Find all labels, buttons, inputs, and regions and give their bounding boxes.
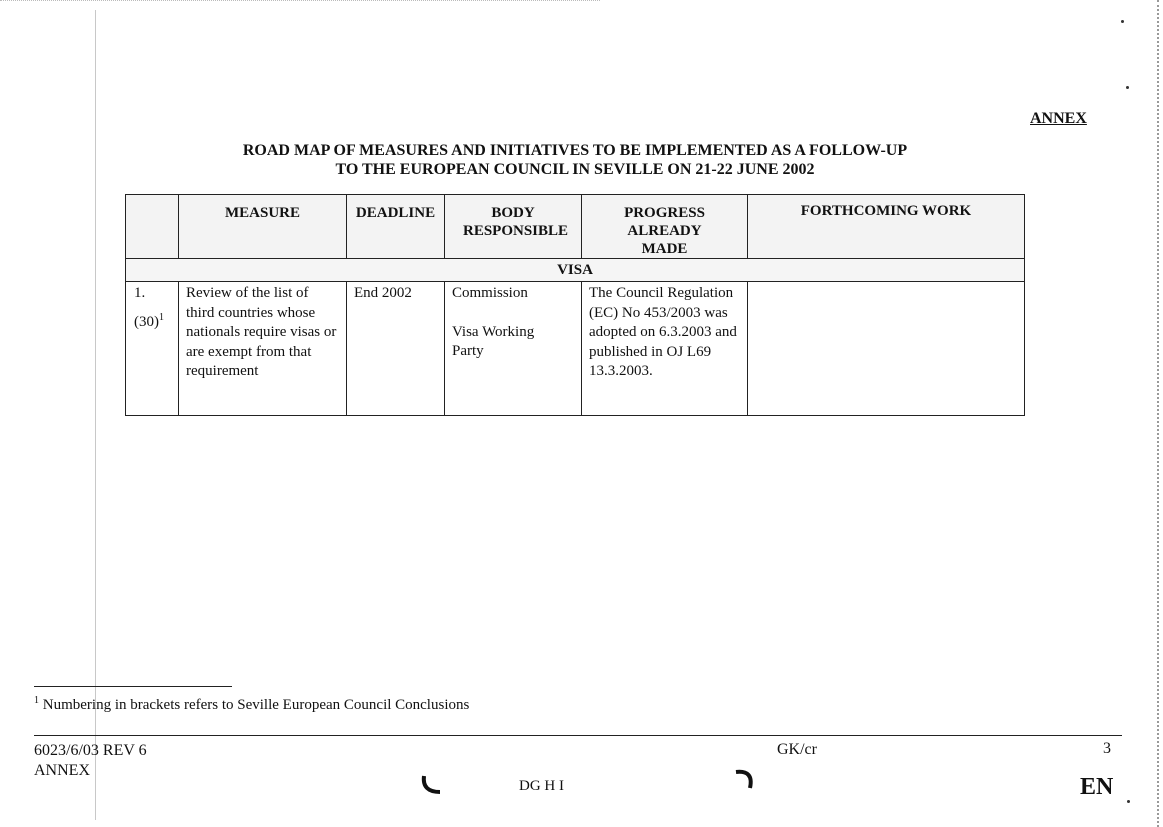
page-title-line1: ROAD MAP OF MEASURES AND INITIATIVES TO BE IMPLEMENTED AS A FOLLOW-UP [242,142,908,159]
annex-label: ANNEX [1030,110,1087,127]
footer-dg: DG H I [519,778,564,794]
table-header-row [126,195,1025,259]
cell-measure: Review of the list of third countries whose nationals require visas or are exempt from that requirement [179,282,347,416]
punch-hole-mark-icon [732,766,758,803]
row-bracket-number: (30) [134,313,159,330]
section-label-visa: VISA [126,259,1025,282]
cell-forthcoming [748,282,1025,416]
cell-deadline: End 2002 [347,282,445,416]
scan-speck [1127,800,1130,803]
row-number: 1. [134,285,146,301]
footer-separator [34,735,1122,736]
column-header-deadline: DEADLINE [347,195,445,259]
footnote-marker: 1 [34,695,39,706]
column-header-number [126,195,179,259]
footer-language: EN [1080,774,1114,800]
scan-edge-top [0,0,600,1]
cell-number [126,282,179,416]
scan-speck [1121,20,1124,23]
footer-annex: ANNEX [34,762,90,779]
footer-initials: GK/cr [777,741,817,758]
footnote-reference: 1 [159,311,164,323]
roadmap-table [125,194,1025,416]
column-header-forthcoming: FORTHCOMING WORK [748,195,1025,259]
footnote-text: Numbering in brackets refers to Seville European Council Conclusions [42,697,470,713]
table-section-row [126,259,1025,282]
scan-speck [1126,86,1129,89]
footer-doc-code: 6023/6/03 REV 6 [34,742,147,759]
cell-progress: The Council Regulation (EC) No 453/2003 was adopted on 6.3.2003 and published in OJ L69 13.3.2003. [582,282,748,416]
footer-page-number: 3 [1103,740,1111,757]
table-row [126,282,1025,416]
column-header-progress: PROGRESS ALREADY MADE [582,195,748,259]
column-header-measure: MEASURE [179,195,347,259]
page-title-line2: TO THE EUROPEAN COUNCIL IN SEVILLE ON 21-22 JUNE 2002 [335,161,815,178]
footnote [34,695,469,714]
column-header-body: BODY RESPONSIBLE [445,195,582,259]
punch-hole-mark-icon [420,770,446,805]
body-line2: Visa Working Party [452,323,535,359]
scan-edge-right [1157,0,1159,827]
footnote-separator [34,686,232,687]
body-line1: Commission [452,285,528,301]
cell-body-responsible [445,282,582,416]
